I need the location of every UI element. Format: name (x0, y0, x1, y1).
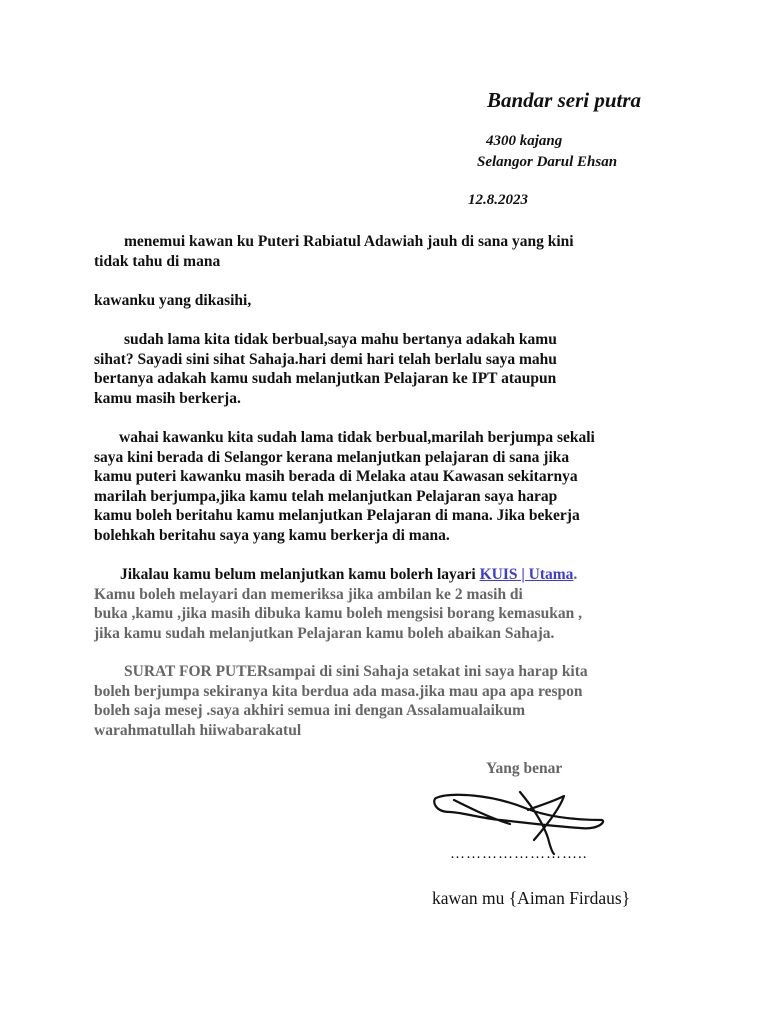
closing-text: Yang benar (486, 760, 563, 777)
paragraph-4-line: boleh berjumpa sekiranya kita berdua ada masa.jika mau apa apa respon (94, 682, 583, 700)
paragraph-2-line: wahai kawanku kita sudah lama tidak berbual,marilah berjumpa sekali (119, 429, 595, 446)
recipient-line-1: menemui kawan ku Puteri Rabiatul Adawiah jauh di sana yang kini (124, 233, 574, 250)
paragraph-3-line: Kamu boleh melayari dan memeriksa jika ambilan ke 2 masih di (94, 585, 523, 603)
paragraph-1-line: sudah lama kita tidak berbual,saya mahu bertanya adakah kamu (124, 331, 557, 348)
kuis-utama-link[interactable]: KUIS | Utama (479, 566, 574, 583)
paragraph-3 (94, 565, 582, 643)
greeting-text: kawanku yang dikasihi, (94, 292, 252, 309)
paragraph-1-line: bertanya adakah kamu sudah melanjutkan Pelajaran ke IPT ataupun (94, 370, 557, 388)
recipient-line (94, 232, 574, 271)
paragraph-2 (94, 428, 595, 546)
paragraph-2-line: kamu boleh beritahu kamu melanjutkan Pelajaran di mana. Jika bekerja (94, 507, 580, 525)
paragraph-1-line: kamu masih berkerja. (94, 389, 241, 407)
sender-name: kawan mu {Aiman Firdaus} (432, 888, 631, 908)
greeting (94, 291, 251, 311)
signature-line: …………………….. (450, 846, 588, 862)
paragraph-2-line: saya kini berada di Selangor kerana melanjutkan pelajaran di sana jika (94, 448, 570, 466)
sender-address-line2: Selangor Darul Ehsan (477, 154, 618, 170)
paragraph-3-line: buka ,kamu ,jika masih dibuka kamu boleh mengsisi borang kemasukan , (94, 605, 582, 623)
sender-city: Bandar seri putra (487, 88, 642, 112)
paragraph-1-line: sihat? Sayadi sini sihat Sahaja.hari demi hari telah berlalu saya mahu (94, 350, 557, 368)
paragraph-3-period: . (573, 566, 578, 583)
recipient-line-2: tidak tahu di mana (94, 252, 221, 270)
paragraph-3-intro: Jikalau kamu belum melanjutkan kamu bolerh layari (120, 566, 476, 583)
letter-date: 12.8.2023 (468, 192, 528, 208)
paragraph-1 (94, 330, 557, 408)
paragraph-4 (94, 662, 588, 740)
paragraph-3-line: jika kamu sudah melanjutkan Pelajaran kamu boleh abaikan Sahaja. (94, 624, 555, 642)
paragraph-3-first-line (94, 565, 582, 585)
paragraph-4-line: warahmatullah hiiwabarakatul (94, 721, 302, 739)
paragraph-4-line: boleh saja mesej .saya akhiri semua ini dengan Assalamualaikum (94, 702, 526, 720)
paragraph-2-line: marilah berjumpa,jika kamu telah melanjutkan Pelajaran saya harap (94, 487, 558, 505)
paragraph-2-line: kamu puteri kawanku masih berada di Melaka atau Kawasan sekitarnya (94, 468, 578, 486)
sender-address-line1: 4300 kajang (486, 133, 563, 149)
paragraph-4-line: SURAT FOR PUTERsampai di sini Sahaja setakat ini saya harap kita (124, 663, 588, 680)
paragraph-2-line: bolehkah beritahu saya yang kamu berkerja di mana. (94, 526, 450, 544)
